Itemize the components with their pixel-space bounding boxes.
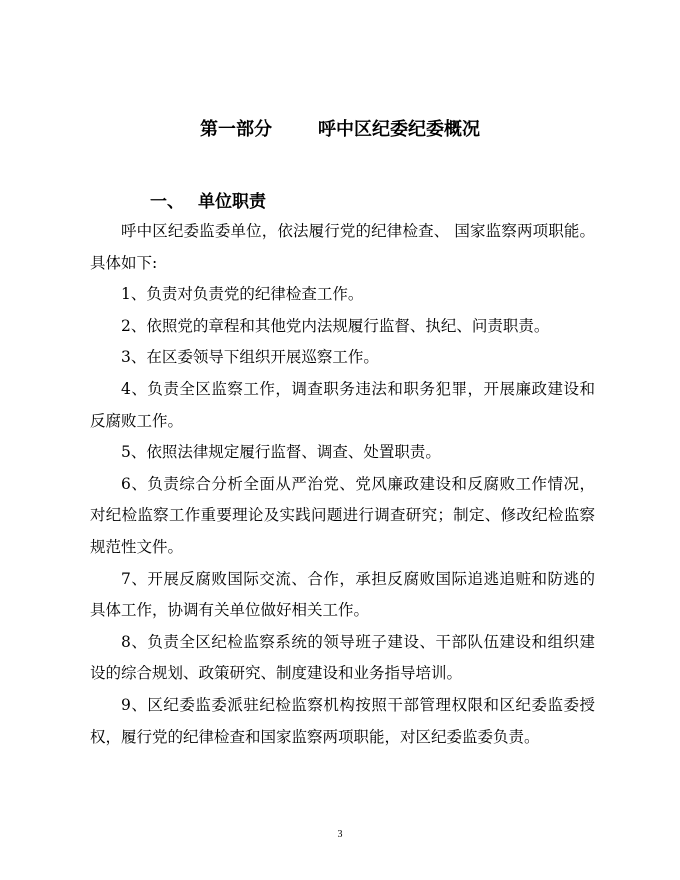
duty-item-4: 4、负责全区监察工作，调查职务违法和职务犯罪，开展廉政建设和反腐败工作。	[90, 379, 595, 430]
page-title	[0, 118, 680, 142]
part-title: 呼中区纪委纪委概况	[318, 119, 480, 140]
section-body	[90, 216, 595, 753]
duty-item-6: 6、负责综合分析全面从严治党、党风廉政建设和反腐败工作情况，对纪检监察工作重要理论及实践问题进行调查研究；制定、修改纪检监察规范性文件。	[90, 474, 595, 556]
page-number: 3	[337, 829, 343, 840]
duty-item-1: 1、负责对负责党的纪律检查工作。	[121, 285, 364, 304]
section-number: 一、	[150, 192, 184, 212]
section-title: 单位职责	[198, 192, 266, 212]
duty-item-9: 9、区纪委监委派驻纪检监察机构按照干部管理权限和区纪委监委授权，履行党的纪律检查和国家监察两项职能，对区纪委监委负责。	[90, 695, 595, 746]
duty-item-5: 5、依照法律规定履行监督、调查、处置职责。	[121, 443, 441, 462]
paragraph-intro: 呼中区纪委监委单位，依法履行党的纪律检查、 国家监察两项职能。具体如下:	[90, 222, 595, 272]
duty-item-7: 7、开展反腐败国际交流、合作，承担反腐败国际追逃追赃和防逃的具体工作，协调有关单位做好相关工作。	[90, 569, 595, 620]
duty-item-2: 2、依照党的章程和其他党内法规履行监督、执纪、问责职责。	[121, 316, 550, 335]
part-label: 第一部分	[200, 119, 272, 140]
section-heading	[150, 190, 266, 214]
duty-item-8: 8、负责全区纪检监察系统的领导班子建设、干部队伍建设和组织建设的综合规划、政策研究、制度建设和业务指导培训。	[90, 632, 595, 683]
duty-item-3: 3、在区委领导下组织开展巡察工作。	[121, 348, 379, 367]
